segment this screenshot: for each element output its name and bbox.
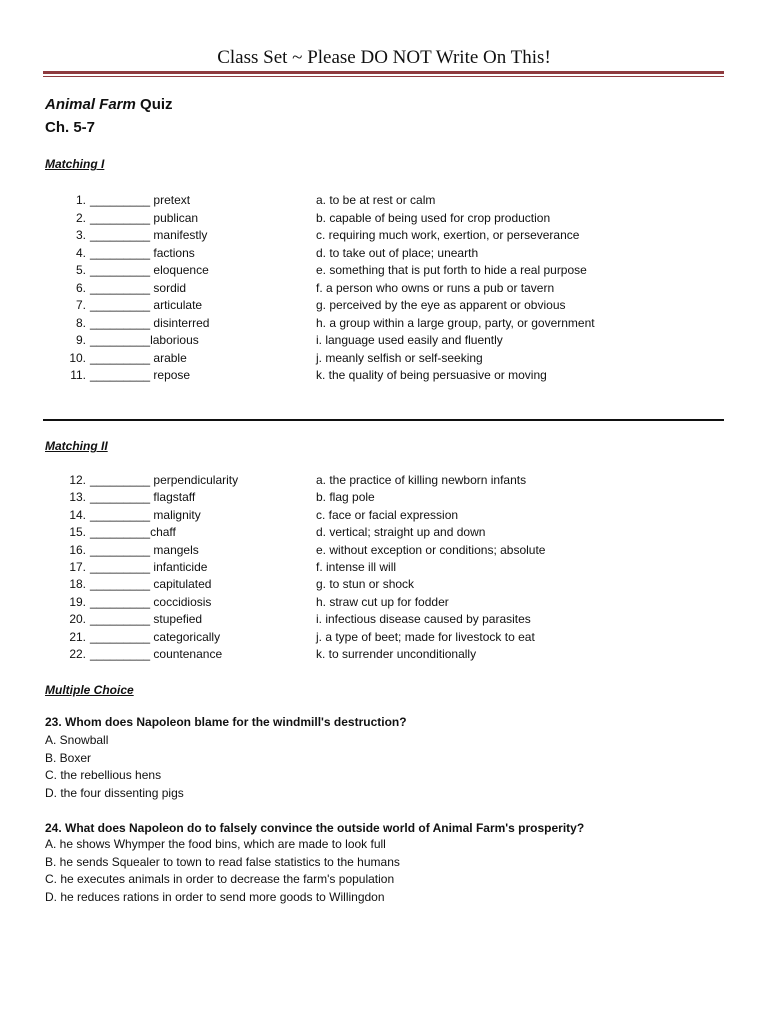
- quiz-label: Quiz: [135, 96, 173, 113]
- question-23: 23. Whom does Napoleon blame for the windmill's destruction?: [45, 715, 407, 729]
- book-title: Animal Farm: [45, 96, 136, 113]
- quiz-title: [45, 96, 173, 113]
- matching-1-row: [0, 333, 768, 350]
- matching-2-row: [0, 525, 768, 542]
- definition: a. the practice of killing newborn infants: [316, 473, 527, 487]
- definition: f. intense ill will: [316, 560, 397, 574]
- definition: j. a type of beet; made for livestock to eat: [316, 629, 535, 644]
- vocab-term: _________ manifestly: [90, 228, 208, 242]
- definition: k. the quality of being persuasive or moving: [316, 368, 547, 382]
- definition: b. flag pole: [316, 490, 375, 505]
- matching-2-row: [0, 508, 768, 525]
- matching-2-heading: Matching II: [45, 439, 108, 453]
- definition: g. perceived by the eye as apparent or obvious: [316, 298, 566, 312]
- definition: c. requiring much work, exertion, or perseverance: [316, 228, 580, 242]
- definition: d. to take out of place; unearth: [316, 245, 479, 260]
- matching-1-row: [0, 316, 768, 333]
- q24-option-c: C. he executes animals in order to decrease the farm's population: [45, 872, 395, 886]
- matching-2-row: [0, 647, 768, 664]
- matching-2-row: [0, 612, 768, 629]
- matching-1-row: [0, 281, 768, 298]
- vocab-term: _________ repose: [90, 368, 191, 382]
- item-number: 4.: [75, 245, 86, 260]
- matching-2-row: [0, 595, 768, 612]
- definition: b. capable of being used for crop production: [316, 210, 551, 225]
- item-number: 10.: [69, 350, 86, 365]
- item-number: 6.: [75, 280, 86, 295]
- vocab-term: _________ categorically: [90, 629, 221, 644]
- matching-2-row: [0, 473, 768, 490]
- vocab-term: _________ coccidiosis: [90, 594, 212, 609]
- matching-1-row: [0, 211, 768, 228]
- item-number: 14.: [69, 507, 86, 522]
- definition: j. meanly selfish or self-seeking: [316, 350, 483, 365]
- item-number: 8.: [75, 315, 86, 330]
- vocab-term: _________ factions: [90, 245, 195, 260]
- vocab-term: _________ disinterred: [90, 315, 210, 330]
- definition: h. a group within a large group, party, or government: [316, 315, 595, 330]
- item-number: 5.: [75, 263, 86, 277]
- header-rule-thin: [43, 76, 724, 77]
- multiple-choice-heading: Multiple Choice: [45, 683, 134, 697]
- q23-option-d: D. the four dissenting pigs: [45, 786, 184, 800]
- question-24: 24. What does Napoleon do to falsely convince the outside world of Animal Farm's prosperity?: [45, 821, 585, 835]
- matching-2-row: [0, 543, 768, 560]
- matching-2-row: [0, 490, 768, 507]
- item-number: 20.: [69, 612, 86, 627]
- definition: e. without exception or conditions; absolute: [316, 542, 546, 557]
- vocab-term: _________ capitulated: [90, 577, 212, 592]
- matching-1-heading: Matching I: [45, 157, 105, 171]
- item-number: 19.: [69, 594, 86, 609]
- matching-1-row: [0, 263, 768, 280]
- definition: a. to be at rest or calm: [316, 193, 436, 207]
- item-number: 22.: [69, 647, 86, 661]
- page-header: Class Set ~ Please DO NOT Write On This!: [217, 47, 551, 68]
- vocab-term: _________ stupefied: [90, 612, 203, 627]
- item-number: 15.: [69, 525, 86, 540]
- vocab-term: _________ mangels: [90, 542, 199, 557]
- vocab-term: _________ flagstaff: [90, 490, 196, 505]
- section-divider: [43, 419, 724, 421]
- vocab-term: _________ arable: [90, 350, 187, 365]
- matching-1-row: [0, 351, 768, 368]
- item-number: 18.: [69, 577, 86, 592]
- definition: i. infectious disease caused by parasites: [316, 612, 531, 627]
- item-number: 12.: [69, 473, 86, 487]
- matching-1-row: [0, 193, 768, 210]
- vocab-term: _________ perpendicularity: [90, 473, 239, 487]
- q23-option-a: A. Snowball: [45, 733, 109, 747]
- definition: f. a person who owns or runs a pub or tavern: [316, 280, 555, 295]
- vocab-term: _________ countenance: [90, 647, 223, 661]
- q24-option-a: A. he shows Whymper the food bins, which are made to look full: [45, 837, 386, 851]
- definition: c. face or facial expression: [316, 507, 459, 522]
- q23-option-b: B. Boxer: [45, 751, 92, 765]
- q24-option-d: D. he reduces rations in order to send more goods to Willingdon: [45, 890, 385, 904]
- item-number: 1.: [75, 193, 86, 207]
- matching-2-row: [0, 560, 768, 577]
- item-number: 21.: [69, 629, 86, 644]
- vocab-term: _________ pretext: [90, 193, 191, 207]
- matching-1-row: [0, 368, 768, 385]
- item-number: 9.: [75, 333, 86, 347]
- vocab-term: _________ publican: [90, 210, 199, 225]
- matching-2-row: [0, 577, 768, 594]
- item-number: 2.: [75, 210, 86, 225]
- matching-1-row: [0, 246, 768, 263]
- definition: e. something that is put forth to hide a real purpose: [316, 263, 587, 277]
- q23-option-c: C. the rebellious hens: [45, 768, 162, 782]
- vocab-term: _________ eloquence: [90, 263, 209, 277]
- matching-2-row: [0, 630, 768, 647]
- item-number: 11.: [70, 368, 86, 382]
- vocab-term: _________chaff: [90, 525, 176, 540]
- item-number: 16.: [69, 542, 86, 557]
- item-number: 7.: [75, 298, 86, 312]
- definition: k. to surrender unconditionally: [316, 647, 477, 661]
- definition: d. vertical; straight up and down: [316, 525, 486, 540]
- vocab-term: _________ malignity: [90, 507, 201, 522]
- definition: h. straw cut up for fodder: [316, 594, 449, 609]
- item-number: 13.: [69, 490, 86, 505]
- chapter-label: Ch. 5-7: [45, 119, 96, 136]
- item-number: 3.: [75, 228, 86, 242]
- matching-1-row: [0, 298, 768, 315]
- vocab-term: _________ sordid: [90, 280, 187, 295]
- q24-option-b: B. he sends Squealer to town to read false statistics to the humans: [45, 855, 400, 869]
- vocab-term: _________ infanticide: [90, 560, 208, 574]
- vocab-term: _________laborious: [90, 333, 199, 347]
- matching-1-row: [0, 228, 768, 245]
- definition: g. to stun or shock: [316, 577, 415, 592]
- item-number: 17.: [69, 560, 86, 574]
- definition: i. language used easily and fluently: [316, 333, 503, 347]
- header-rule-thick: [43, 71, 724, 74]
- vocab-term: _________ articulate: [90, 298, 203, 312]
